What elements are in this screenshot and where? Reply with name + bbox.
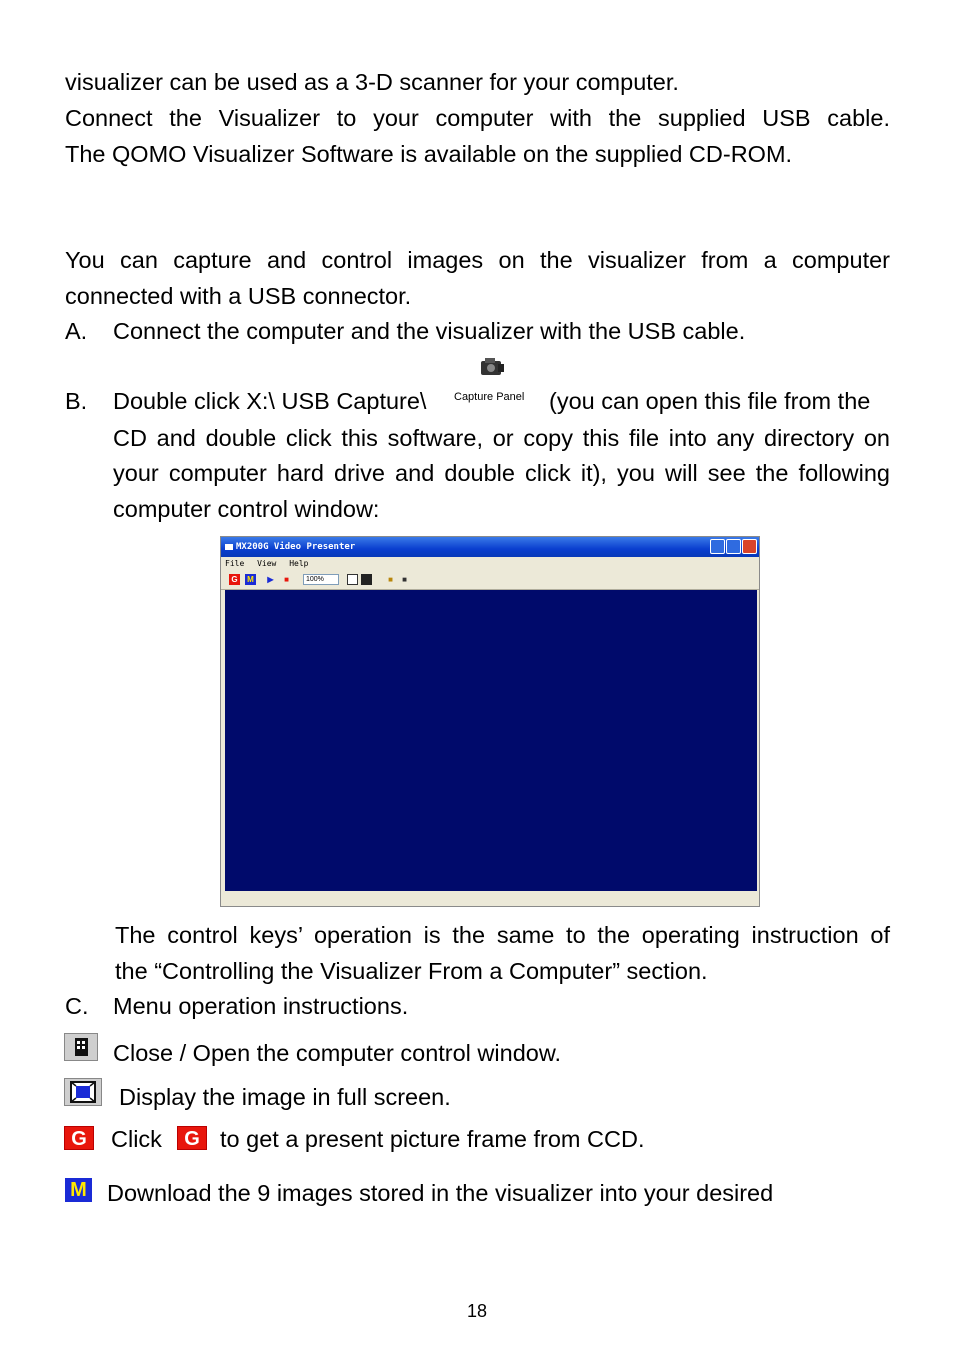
window-toolbar [221, 571, 759, 590]
click-word: Click [111, 1126, 162, 1152]
step-b-line-4: computer control window: [113, 496, 380, 522]
toolbar-zoom-select: 100% [303, 574, 339, 585]
menu-file: File [225, 559, 245, 568]
capture-panel-file [454, 356, 530, 406]
window-titlebar [221, 537, 759, 557]
intro-line-1: visualizer can be used as a 3-D scanner for your computer. [65, 69, 679, 95]
step-b-line-3: your computer hard drive and double click it), you will see the following [113, 460, 890, 486]
menu-help: Help [289, 559, 309, 568]
grab-frame-inline-icon: G [177, 1126, 207, 1150]
minimize-button [710, 539, 725, 554]
camera-icon [478, 356, 506, 380]
section-para-line-2: connected with a USB connector. [65, 283, 412, 309]
toolbar-g-icon: G [229, 574, 240, 585]
step-b-prefix: Double click X:\ USB Capture\ [113, 388, 427, 414]
close-open-text: Close / Open the computer control window. [113, 1040, 562, 1066]
step-b-marker: B. [65, 388, 88, 414]
intro-line-2: Connect the Visualizer to your computer with the supplied USB cable. [65, 105, 890, 131]
control-window-screenshot [220, 536, 760, 907]
toolbar-window-icon [361, 574, 372, 585]
step-a-text: Connect the computer and the visualizer with the USB cable. [113, 318, 746, 344]
step-c-text: Menu operation instructions. [113, 993, 409, 1019]
window-menubar [221, 557, 759, 571]
get-frame-text: to get a present picture frame from CCD. [220, 1126, 645, 1152]
fullscreen-text: Display the image in full screen. [119, 1084, 451, 1110]
menu-view: View [257, 559, 277, 568]
after-line-1: The control keys’ operation is the same to the operating instruction of [115, 922, 890, 948]
grab-frame-icon: G [64, 1126, 94, 1150]
window-title: MX200G Video Presenter [236, 542, 356, 552]
step-b-suffix: (you can open this file from the [549, 388, 871, 414]
close-button [742, 539, 757, 554]
maximize-button [726, 539, 741, 554]
section-para-line-1: You can capture and control images on the visualizer from a computer [65, 247, 890, 273]
toolbar-stop-icon: ■ [284, 575, 289, 584]
fullscreen-icon [64, 1078, 102, 1106]
toolbar-open-icon: ■ [388, 575, 393, 584]
download-images-icon: M [65, 1178, 92, 1202]
intro-line-3: The QOMO Visualizer Software is available on the supplied CD-ROM. [65, 141, 793, 167]
toolbar-fullscreen-icon [347, 574, 358, 585]
video-canvas [225, 590, 757, 891]
after-line-2: the “Controlling the Visualizer From a Computer” section. [115, 958, 708, 984]
download-text: Download the 9 images stored in the visualizer into your desired [107, 1180, 774, 1206]
toolbar-m-icon: M [245, 574, 256, 585]
toolbar-save-icon: ■ [402, 575, 407, 584]
step-c-marker: C. [65, 993, 89, 1019]
page-number: 18 [466, 1301, 488, 1321]
window-toggle-icon [64, 1033, 98, 1061]
step-a-marker: A. [65, 318, 88, 344]
toolbar-play-icon: ▶ [267, 575, 274, 584]
window-app-icon [225, 544, 233, 550]
step-b-line-2: CD and double click this software, or copy this file into any directory on [113, 425, 890, 451]
capture-panel-label: Capture Panel [454, 391, 525, 403]
